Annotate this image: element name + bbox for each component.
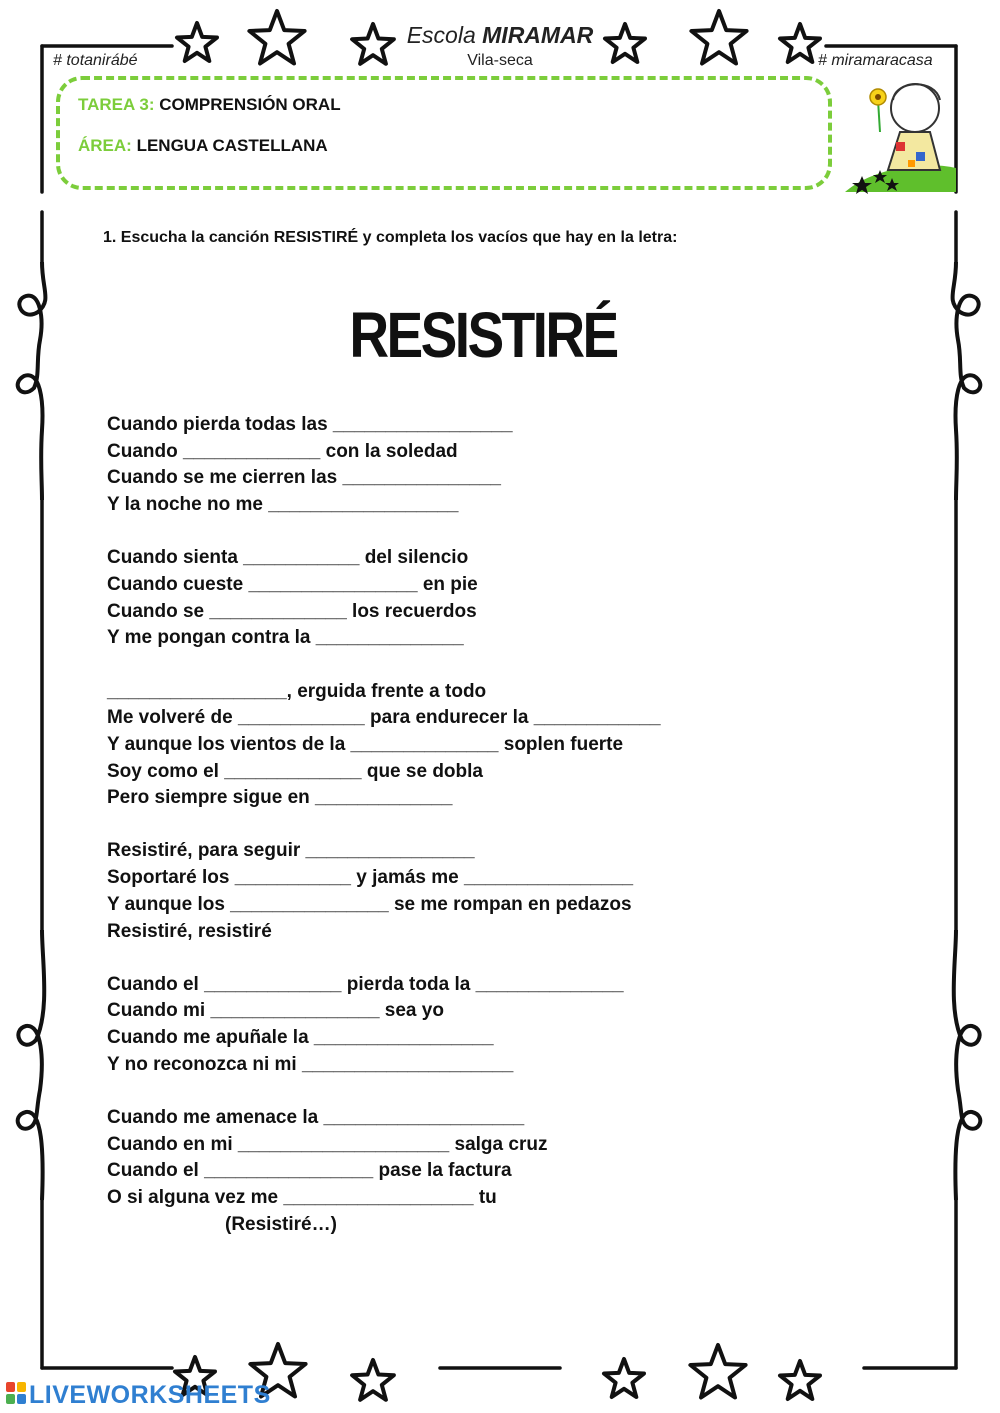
lyric-line: Pero siempre sigue en _____________ xyxy=(107,787,453,809)
star-icon xyxy=(352,1360,394,1400)
stanza-gap xyxy=(107,812,661,839)
lyric-line: Soy como el _____________ que se dobla xyxy=(107,760,483,782)
star-icon xyxy=(780,1361,820,1399)
star-icon xyxy=(690,1345,745,1398)
lyric-line: Cuando se me cierren las _______________ xyxy=(107,467,501,489)
lyric-line: Cuando mi ________________ sea yo xyxy=(107,1000,444,1022)
lyric-line: Cuando el _____________ pierda toda la ______________ xyxy=(107,973,624,995)
child-illustration xyxy=(845,84,956,194)
lyrics xyxy=(107,412,661,1238)
lyric-line: Cuando sienta ___________ del silencio xyxy=(107,547,469,569)
lyric-line: O si alguna vez me __________________ tu xyxy=(107,1187,497,1208)
lyric-line: Y aunque los _______________ se me rompan en pedazos xyxy=(107,893,632,915)
lyric-line: Y no reconozca ni mi ____________________ xyxy=(107,1053,514,1075)
liveworksheets-logo-icon xyxy=(6,1382,26,1404)
lyric-line: Cuando cueste ________________ en pie xyxy=(107,573,478,595)
logo-text: LIVEWORKSHEETS xyxy=(29,1381,271,1409)
lyric-line: Resistiré, resistiré xyxy=(107,920,272,942)
stanza-gap xyxy=(107,519,661,546)
school-name xyxy=(0,22,1000,49)
stanza-gap xyxy=(107,945,661,972)
area-value: LENGUA CASTELLANA xyxy=(136,136,328,155)
song-title: RESISTIRÉ xyxy=(349,299,617,371)
school-city: Vila-seca xyxy=(467,52,533,69)
instruction: 1. Escucha la canción RESISTIRÉ y completa los vacíos que hay en la letra: xyxy=(103,229,678,246)
chorus-reference: (Resistiré…) xyxy=(225,1213,337,1235)
school-prefix: Escola xyxy=(406,22,476,48)
area-line xyxy=(78,136,328,156)
task-line xyxy=(78,95,341,115)
area-label: ÁREA: xyxy=(78,136,132,155)
hashtag-right: # miramaracasa xyxy=(818,52,933,69)
lyric-line: Cuando _____________ con la soledad xyxy=(107,440,458,462)
liveworksheets-logo[interactable] xyxy=(6,1381,271,1410)
lyric-line: Soportaré los ___________ y jamás me ________________ xyxy=(107,867,634,889)
task-box xyxy=(56,76,832,190)
lyric-line: Resistiré, para seguir ________________ xyxy=(107,840,475,862)
stanza-gap xyxy=(107,1078,661,1105)
stanza-gap xyxy=(107,652,661,679)
task-value: COMPRENSIÓN ORAL xyxy=(159,95,341,114)
lyric-line: Me volveré de ____________ para endurecer la ____________ xyxy=(107,707,661,729)
lyric-line: Cuando en mi ____________________ salga cruz xyxy=(107,1133,548,1155)
lyric-line: Cuando me apuñale la _________________ xyxy=(107,1027,494,1049)
lyric-line: Cuando me amenace la ___________________ xyxy=(107,1106,525,1128)
school-title: MIRAMAR xyxy=(482,22,594,48)
hashtag-left: # totanirábé xyxy=(53,52,138,69)
lyric-line: Y me pongan contra la ______________ xyxy=(107,627,464,649)
lyric-line: Y la noche no me __________________ xyxy=(107,494,459,516)
task-label: TAREA 3: xyxy=(78,95,155,114)
lyric-line: _________________, erguida frente a todo xyxy=(107,680,487,702)
star-icon xyxy=(604,1359,644,1397)
lyric-line: Cuando se _____________ los recuerdos xyxy=(107,600,477,622)
lyric-line: Y aunque los vientos de la ______________ soplen fuerte xyxy=(107,733,624,755)
lyric-line: Cuando pierda todas las _________________ xyxy=(107,414,513,435)
lyric-line: Cuando el ________________ pase la factura xyxy=(107,1160,512,1182)
